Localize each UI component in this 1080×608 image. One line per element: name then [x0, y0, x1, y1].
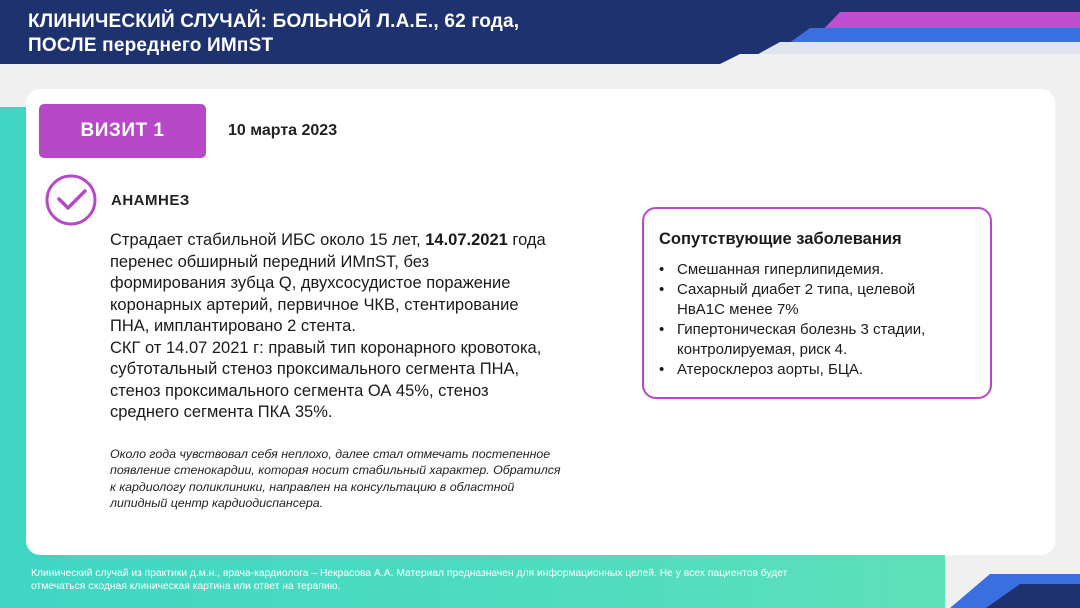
visit-badge: ВИЗИТ 1: [39, 104, 206, 158]
header-decoration: [720, 0, 1080, 64]
note-line: липидный центр кардиодиспансера.: [110, 495, 324, 510]
list-item-text: Гипертоническая болезнь 3 стадии,: [677, 321, 926, 338]
anamnez-line: СКГ от 14.07 2021 г: правый тип коронарного кровотока,: [110, 338, 542, 357]
page-title-line-2: ПОСЛЕ переднего ИМпST: [28, 35, 274, 56]
anamnez-line: [110, 230, 620, 252]
bullet-icon: •: [659, 281, 665, 298]
anamnez-heading: АНАМНЕЗ: [111, 192, 190, 209]
comorbidities-list: [659, 260, 984, 380]
comorbidities-box: [642, 207, 992, 399]
header-bar: [0, 0, 1080, 64]
list-item-text: Сахарный диабет 2 типа, целевой: [677, 281, 916, 298]
anamnez-line-1-end: года: [507, 231, 546, 249]
anamnez-line: коронарных артерий, первичное ЧКВ, стентирование: [110, 295, 519, 314]
anamnez-text: [110, 230, 620, 424]
anamnez-line: ПНА, имплантировано 2 стента.: [110, 317, 356, 335]
footer-line: отмечаться сходная клиническая картина или ответ на терапию.: [31, 581, 341, 592]
visit-date: 10 марта 2023: [228, 122, 338, 139]
anamnez-line: субтотальный стеноз проксимального сегмента ПНА,: [110, 360, 520, 378]
bullet-icon: •: [659, 261, 665, 278]
anamnez-line: среднего сегмента ПКА 35%.: [110, 403, 333, 421]
page-title: [28, 10, 519, 58]
anamnez-line: стеноз проксимального сегмента ОА 45%, стеноз: [110, 381, 489, 400]
list-item: [659, 360, 984, 380]
anamnez-line-1-start: Страдает стабильной ИБС около 15 лет,: [110, 231, 426, 249]
comorbidities-title: Сопутствующие заболевания: [659, 230, 902, 248]
check-circle-icon: [44, 172, 100, 228]
list-item: [659, 260, 984, 280]
list-item-text: Атеросклероз аорты, БЦА.: [677, 361, 864, 378]
page-title-line-1: КЛИНИЧЕСКИЙ СЛУЧАЙ: БОЛЬНОЙ Л.А.Е., 62 года,: [28, 11, 520, 32]
bullet-icon: •: [659, 361, 665, 378]
list-item-text-cont: контролируемая, риск 4.: [677, 341, 848, 358]
anamnez-line: формирования зубца Q, двухсосудистое поражение: [110, 274, 511, 292]
footer-disclaimer: [31, 567, 911, 593]
infarction-date: 14.07.2021: [425, 231, 508, 249]
note-line: Около года чувствовал себя неплохо, далее стал отмечать постепенное: [110, 447, 551, 461]
anamnez-line: перенес обширный передний ИМпST, без: [110, 252, 430, 271]
bullet-icon: •: [659, 321, 665, 338]
list-item: [659, 280, 984, 320]
corner-decoration: [950, 566, 1080, 608]
italic-note: [110, 446, 620, 511]
footer-line: Клинический случай из практики д.м.н., врача-кардиолога – Некрасова А.А. Материал предназначен для информационных целей. Не у всех пациентов будет: [31, 568, 788, 579]
note-line: появление стенокардии, которая носит стабильный характер. Обратился: [110, 463, 561, 478]
list-item-text: Смешанная гиперлипидемия.: [677, 261, 884, 278]
note-line: к кардиологу поликлиники, направлен на консультацию в областной: [110, 479, 515, 494]
list-item-text-cont: НвА1С менее 7%: [677, 301, 799, 318]
list-item: [659, 320, 984, 360]
